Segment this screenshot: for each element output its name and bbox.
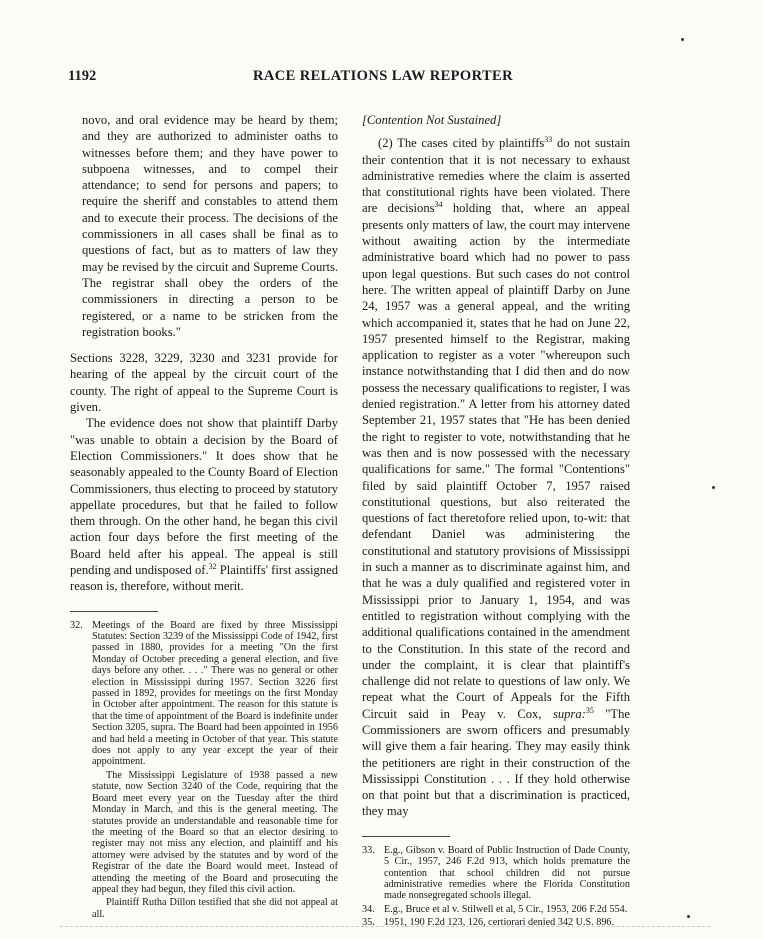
footnote-text: E.g., Bruce et al v. Stilwell et al, 5 Cir., 1953, 206 F.2d 554. <box>384 903 628 915</box>
scan-speck <box>681 38 684 41</box>
paragraph-contention <box>362 135 630 819</box>
paragraph-contention-mid1: do not sustain their contention that it is not necessary to exhaust administrative remedies where the claim is asserted that constitutional rights have been violated. There are decisions <box>362 136 630 216</box>
footnotes-left <box>70 620 338 921</box>
footnote-text-3: Plaintiff Rutha Dillon testified that she did not appeal at all. <box>92 897 338 920</box>
footnote-33 <box>362 845 630 902</box>
footnote-34 <box>362 904 630 915</box>
footnote-text: 1951, 190 F.2d 123, 126, certiorari denied 342 U.S. 896. <box>384 917 615 929</box>
footnote-number: 32. <box>70 619 83 631</box>
case-supra: supra: <box>552 706 586 721</box>
paragraph-evidence-text: The evidence does not show that plaintiff Darby "was unable to obtain a decision by the Board of Election Commissioners." It does show that he seasonably appealed to the County Board of Election Commissioners, thus electing to proceed by statutory appellate procedures, but that he failed to follow them through. On the other hand, he began this civil action four days before the first meeting of the Board held after his appeal. The appeal is still pending and undisposed of. <box>70 416 338 578</box>
paragraph-contention-start: (2) The cases cited by plaintiffs <box>378 136 545 151</box>
paragraph-contention-mid2: holding that, where an appeal presents only matters of law, the court may intervene without awaiting action by the intermediate administrative board which had no power to pass upon legal questions. But such cases do not control here. The written appeal of plaintiff Darby on June 24, 1957 was a general appeal, and the writing which accompanied it, states that he had on June 22, 1957 presented himself to the Registrar, making application to register as a voter "whereupon such instance notwithstanding that I did then and do now possess the necessary qualifications to register, I was denied registration." A letter from his attorney dated September 21, 1957 states that "He has been denied the right to register to vote, notwithstanding that he was then and is now possessed with the necessary qualifications for same." The formal "Contentions" filed by said plaintiff October 7, 1957 raised constitutional questions, but also reiterated the questions of fact theretofore relied upon, to-wit: that defendant Daniel was administering the constitutional and statutory provisions of Mississippi in such a manner as to discriminate against him, and that he was a duly qualified and registered voter in Mississippi prior to January 1, 1954, and was entitled to registration without complying with the additional qualifications contained in the amendment to the Constitution. In this state of the record and under the complaint, it is clear that plaintiff's challenge did not relate to questions of law only. We repeat what the Court of Appeals for the Fifth Circuit said in Peay v. Cox, <box>362 201 630 721</box>
section-heading: [Contention Not Sustained] <box>362 113 502 127</box>
scan-speck <box>687 915 690 918</box>
right-column <box>362 112 630 931</box>
footnote-divider <box>362 836 450 837</box>
footnote-ref-33: 33 <box>544 135 553 145</box>
paragraph-contention-end: "The Commissioners are sworn officers and presumably will give them a fair hearing. They may easily think the petitioners are right in their construction of the Mississippi Constitution . . . If they hold otherwise on that point but that a discrimination is practiced, they may <box>362 706 630 819</box>
left-column <box>70 112 338 922</box>
statute-quote: novo, and oral evidence may be heard by them; and they are authorized to administer oaths to witnesses before them; and they have power to subpoena witnesses, and to compel their attendance; to send for persons and papers; to require the sheriff and constables to attend them and to execute their process. The decisions of the commissioners in all cases shall be final as to questions of fact, but as to matters of law they may be revised by the circuit and Supreme Courts. The registrar shall obey the orders of the commissioners in directing a person to be registered, or a name to be stricken from the registration books." <box>82 113 338 339</box>
footnote-number: 33. <box>362 844 375 856</box>
footnote-ref-32: 32 <box>208 562 217 572</box>
footnote-text: E.g., Gibson v. Board of Public Instruction of Dade County, 5 Cir., 1957, 246 F.2d 913, which holds premature the contention that school children did not pursue administrative remedies where the Florida Constitution made nonsegregated schools illegal. <box>384 844 630 902</box>
paragraph-evidence-end: Plaintiffs' first assigned reason is, therefore, without merit. <box>70 563 338 594</box>
footnote-number: 34. <box>362 903 375 915</box>
page-header <box>68 68 698 88</box>
page-number: 1192 <box>68 68 97 84</box>
footnote-text-2: The Mississippi Legislature of 1938 passed a new statute, now Section 3240 of the Code, requiring that the Board meet every year on the Tuesday after the third Monday in March, and this is the general meeting. The statutes provide an understandable and reasonable time for the meeting of the Board so that an elector desiring to register may not miss any election, and plaintiff and his attorney were advised by the statutes and by word of the Registrar of the date the Board would meet. Instead of attending the meeting of the Board and prosecuting the appeal they had begun, they filed this civil action. <box>92 769 338 895</box>
footnote-divider <box>70 611 158 612</box>
footnote-text: Meetings of the Board are fixed by three Mississippi Statutes: Section 3239 of the Mississippi Code of 1942, first passed in 1880, provides for a meeting "On the first Monday of October preceding a general election, and five days before any other. . . ." There was no general or other election in Mississippi during 1957. Section 3226 first passed in 1892, provides for meetings on the first Monday in October after appointment. The reason for this statute is that the time of appointment of the Board is indefinite under Section 3205, supra. The Board had been appointed in 1956 and had held a meeting in October of that year. This statute does not apply to any year except the year of their appointment. <box>92 619 338 768</box>
scan-speck <box>712 486 715 489</box>
paragraph-evidence <box>70 415 338 594</box>
running-title: RACE RELATIONS LAW REPORTER <box>253 68 513 84</box>
footnote-number: 35. <box>362 917 375 929</box>
paragraph-sections: Sections 3228, 3229, 3230 and 3231 provide for hearing of the appeal by the circuit court of the county. The right of appeal to the Supreme Court is given. <box>70 351 338 415</box>
footnote-ref-34: 34 <box>434 200 443 210</box>
footnote-32 <box>70 620 338 921</box>
footnotes-right <box>362 845 630 929</box>
scan-edge-line <box>60 926 710 927</box>
footnote-ref-35: 35 <box>585 705 594 715</box>
